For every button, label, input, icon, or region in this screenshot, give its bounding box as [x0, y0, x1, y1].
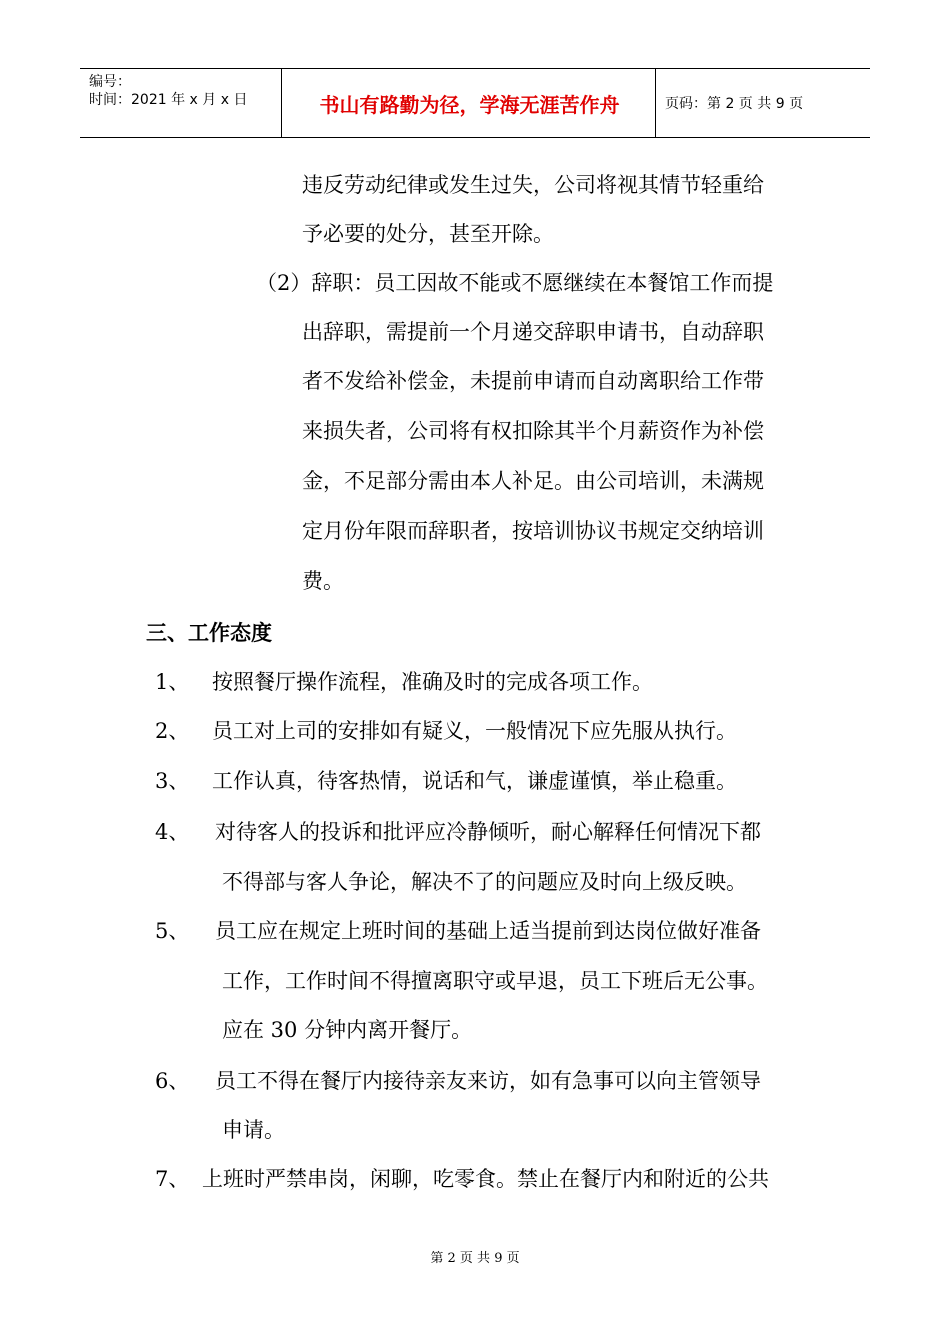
item-number: 6、: [155, 1069, 190, 1093]
item-number: 3、: [155, 769, 190, 793]
item-text: 对待客人的投诉和批评应冷静倾听，耐心解释任何情况下都: [215, 820, 761, 844]
item-text: 员工应在规定上班时间的基础上适当提前到达岗位做好准备: [215, 919, 761, 943]
body-line: 出辞职，需提前一个月递交辞职申请书，自动辞职: [302, 320, 764, 344]
item-text: 申请。: [222, 1118, 285, 1142]
item-text: 员工不得在餐厅内接待亲友来访，如有急事可以向主管领导: [215, 1069, 761, 1093]
header-table: [80, 68, 870, 138]
item-text: 上班时严禁串岗，闲聊，吃零食。禁止在餐厅内和附近的公共: [202, 1167, 769, 1191]
body-line: 予必要的处分，甚至开除。: [302, 222, 554, 246]
item-text: 工作认真，待客热情，说话和气，谦虚谨慎，举止稳重。: [212, 769, 737, 793]
header-divider: [655, 69, 656, 137]
header-page-info: 页码：第 2 页 共 9 页: [665, 96, 804, 112]
body-line: 定月份年限而辞职者，按培训协议书规定交纳培训: [302, 519, 764, 543]
body-line: 来损失者，公司将有权扣除其半个月薪资作为补偿: [302, 419, 764, 443]
item-number: 2、: [155, 719, 190, 743]
header-meta: [89, 73, 247, 109]
body-line: （2）辞职：员工因故不能或不愿继续在本餐馆工作而提: [256, 271, 774, 295]
date-label: 时间：2021 年 x 月 x 日: [89, 92, 248, 108]
body-line: 违反劳动纪律或发生过失，公司将视其情节轻重给: [302, 173, 764, 197]
item-text: 不得部与客人争论，解决不了的问题应及时向上级反映。: [222, 870, 747, 894]
item-number: 4、: [155, 820, 190, 844]
body-line: 金，不足部分需由本人补足。由公司培训，未满规: [302, 469, 764, 493]
item-text: 按照餐厅操作流程，准确及时的完成各项工作。: [212, 670, 653, 694]
item-number: 7、: [155, 1167, 190, 1191]
body-line: 者不发给补偿金，未提前申请而自动离职给工作带: [302, 369, 764, 393]
body-line: 费。: [302, 569, 344, 593]
section-title: 三、工作态度: [146, 620, 272, 645]
page-footer: 第 2 页 共 9 页: [430, 1251, 520, 1266]
item-number: 1、: [155, 670, 190, 694]
item-number: 5、: [155, 919, 190, 943]
item-text: 应在 30 分钟内离开餐厅。: [222, 1018, 473, 1042]
item-text: 员工对上司的安排如有疑义，一般情况下应先服从执行。: [212, 719, 737, 743]
number-label: 编号：: [89, 74, 131, 90]
item-text: 工作，工作时间不得擅离职守或早退，员工下班后无公事。: [222, 969, 768, 993]
header-motto: 书山有路勤为径，学海无涯苦作舟: [319, 92, 620, 117]
